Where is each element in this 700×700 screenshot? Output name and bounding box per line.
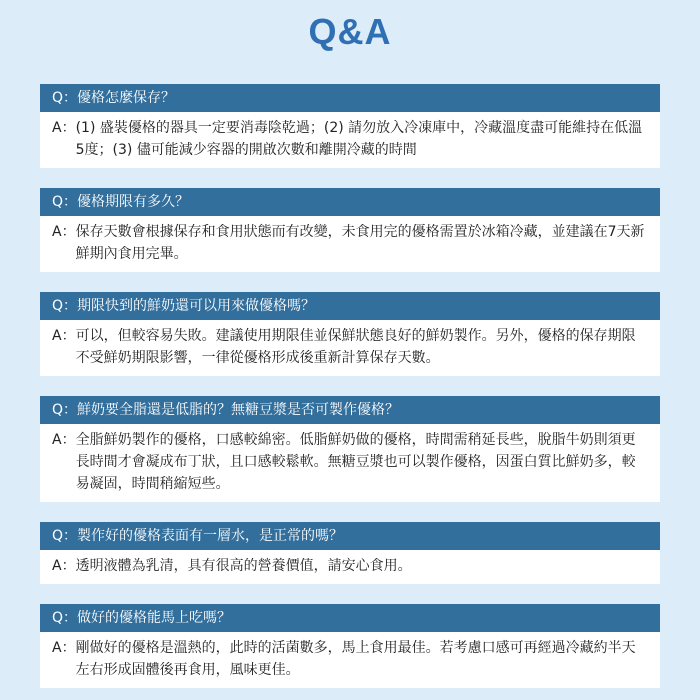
qa-item-5 xyxy=(40,522,660,584)
question-text: 做好的優格能馬上吃嗎？ xyxy=(77,610,232,626)
answer-prefix: A： xyxy=(52,120,76,136)
question-prefix: Q： xyxy=(52,402,78,418)
question-text: 優格期限有多久？ xyxy=(77,194,190,210)
qa-item-2 xyxy=(40,188,660,272)
question-bar xyxy=(40,396,660,424)
question-bar xyxy=(40,292,660,320)
question-bar xyxy=(40,188,660,216)
question-prefix: Q： xyxy=(52,298,78,314)
answer-box xyxy=(40,550,660,584)
answer-box xyxy=(40,112,660,168)
question-bar xyxy=(40,604,660,632)
question-text: 鮮奶要全脂還是低脂的？無糖豆漿是否可製作優格？ xyxy=(77,402,400,418)
qa-item-6 xyxy=(40,604,660,688)
answer-box xyxy=(40,424,660,502)
answer-box xyxy=(40,216,660,272)
answer-text: 剛做好的優格是溫熱的，此時的活菌數多，馬上食用最佳。若考慮口感可再經過冷藏約半天左右形成固體後再食用，風味更佳。 xyxy=(75,640,636,678)
answer-text: (1) 盛裝優格的器具一定要消毒陰乾過；(2) 請勿放入冷凍庫中，冷藏溫度盡可能維持在低溫5度；(3) 儘可能減少容器的開啟次數和離開冷藏的時間 xyxy=(75,120,643,158)
question-bar xyxy=(40,84,660,112)
qa-item-1 xyxy=(40,84,660,168)
question-text: 優格怎麼保存？ xyxy=(77,90,176,106)
qa-item-4 xyxy=(40,396,660,502)
answer-prefix: A： xyxy=(52,558,76,574)
answer-text: 保存天數會根據保存和食用狀態而有改變，未食用完的優格需置於冰箱冷藏，並建議在7天新鮮期內食用完畢。 xyxy=(75,224,645,262)
question-prefix: Q： xyxy=(52,610,78,626)
answer-text: 全脂鮮奶製作的優格，口感較綿密。低脂鮮奶做的優格，時間需稍延長些，脫脂牛奶則須更長時間才會凝成布丁狀，且口感較鬆軟。無糖豆漿也可以製作優格，因蛋白質比鮮奶多，較易凝固，時間稍縮短些。 xyxy=(75,432,636,492)
question-text: 製作好的優格表面有一層水，是正常的嗎？ xyxy=(77,528,344,544)
answer-text: 可以，但較容易失敗。建議使用期限佳並保鮮狀態良好的鮮奶製作。另外，優格的保存期限不受鮮奶期限影響，一律從優格形成後重新計算保存天數。 xyxy=(75,328,636,366)
question-bar xyxy=(40,522,660,550)
answer-box xyxy=(40,632,660,688)
answer-prefix: A： xyxy=(52,432,76,448)
question-prefix: Q： xyxy=(52,90,78,106)
qa-item-3 xyxy=(40,292,660,376)
answer-text: 透明液體為乳清，具有很高的營養價值，請安心食用。 xyxy=(75,558,412,574)
question-prefix: Q： xyxy=(52,194,78,210)
answer-prefix: A： xyxy=(52,640,76,656)
question-prefix: Q： xyxy=(52,528,78,544)
answer-prefix: A： xyxy=(52,224,76,240)
answer-prefix: A： xyxy=(52,328,76,344)
question-text: 期限快到的鮮奶還可以用來做優格嗎？ xyxy=(77,298,316,314)
answer-box xyxy=(40,320,660,376)
page-title: Q&A xyxy=(308,11,392,52)
